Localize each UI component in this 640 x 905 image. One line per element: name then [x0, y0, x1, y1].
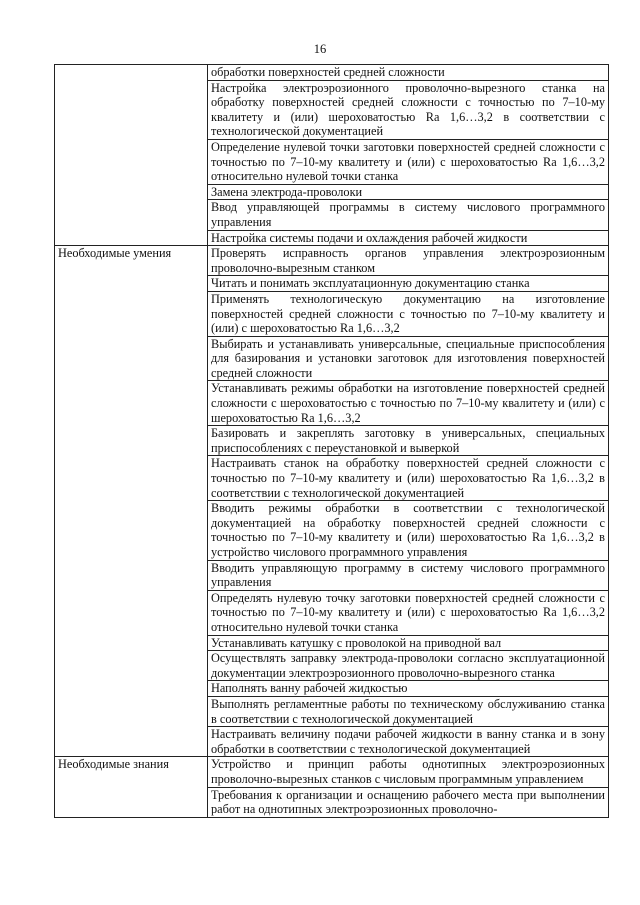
requirement-cell: Ввод управляющей программы в систему числового программного управления — [208, 200, 609, 230]
table-row — [55, 65, 609, 81]
requirement-cell: Выбирать и устанавливать универсальные, специальные приспособления для базирования и установки заготовок для изготовления поверхностей средней сложности — [208, 336, 609, 381]
requirement-cell: Замена электрода-проволоки — [208, 184, 609, 200]
requirement-cell: Применять технологическую документацию на изготовление поверхностей средней сложности с точностью по 7–10-му квалитету и (или) с шероховатостью Ra 1,6…3,2 — [208, 291, 609, 336]
requirement-cell: Осуществлять заправку электрода-проволоки согласно эксплуатационной документации электроэрозионного проволочно-вырезного станка — [208, 651, 609, 681]
requirement-cell: Наполнять ванну рабочей жидкостью — [208, 681, 609, 697]
requirement-cell: Настройка электроэрозионного проволочно-вырезного станка на обработку поверхностей средней сложности с точностью по 7–10-му квалитету и (или) шероховатостью Ra 1,6…3,2 в соответствии с технологической документацией — [208, 80, 609, 139]
requirement-cell: Определение нулевой точки заготовки поверхностей средней сложности с точностью по 7–10-му квалитету и (или) с шероховатостью Ra 1,6…3,2 относительно нулевой точки станка — [208, 139, 609, 184]
requirement-cell: Устанавливать режимы обработки на изготовление поверхностей средней сложности с шероховатостью с точностью по 7–10-му квалитету и (или) с шероховатостью Ra 1,6…3,2 — [208, 381, 609, 426]
requirement-cell: Вводить управляющую программу в систему числового программного управления — [208, 560, 609, 590]
page-number: 16 — [313, 42, 327, 56]
table-row — [55, 246, 609, 276]
requirement-cell: Настраивать станок на обработку поверхностей средней сложности с точностью по 7–10-му квалитету и (или) шероховатостью Ra 1,6…3,2 в соответствии с технологической документацией — [208, 456, 609, 501]
table-row — [55, 757, 609, 787]
requirement-cell: Настройка системы подачи и охлаждения рабочей жидкости — [208, 230, 609, 246]
requirement-cell: Настраивать величину подачи рабочей жидкости в ванну станка и в зону обработки в соответствии с технологической документацией — [208, 727, 609, 757]
requirement-cell: Вводить режимы обработки в соответствии с технологической документацией на обработку поверхностей средней сложности с точностью по 7–10-му квалитету и (или) шероховатостью Ra 1,6…3,2 в устройство числового программного управления — [208, 501, 609, 560]
requirement-cell: Требования к организации и оснащению рабочего места при выполнении работ на однотипных электроэрозионных проволочно- — [208, 787, 609, 817]
section-label: Необходимые умения — [55, 246, 208, 757]
requirement-cell: Устанавливать катушку с проволокой на приводной вал — [208, 635, 609, 651]
requirement-cell: Базировать и закреплять заготовку в универсальных, специальных приспособлениях с переустановкой и выверкой — [208, 426, 609, 456]
requirement-cell: Читать и понимать эксплуатационную документацию станка — [208, 276, 609, 292]
section-label — [55, 65, 208, 246]
requirement-cell: обработки поверхностей средней сложности — [208, 65, 609, 81]
competency-table — [54, 64, 609, 818]
section-label: Необходимые знания — [55, 757, 208, 817]
requirement-cell: Определять нулевую точку заготовки поверхностей средней сложности с точностью по 7–10-му квалитету и (или) с шероховатостью Ra 1,6…3,2 относительно нулевой точки станка — [208, 590, 609, 635]
requirement-cell: Устройство и принцип работы однотипных электроэрозионных проволочно-вырезных станков с числовым программным управлением — [208, 757, 609, 787]
requirement-cell: Выполнять регламентные работы по техническому обслуживанию станка в соответствии с технологической документацией — [208, 696, 609, 726]
requirement-cell: Проверять исправность органов управления электроэрозионным проволочно-вырезным станком — [208, 246, 609, 276]
